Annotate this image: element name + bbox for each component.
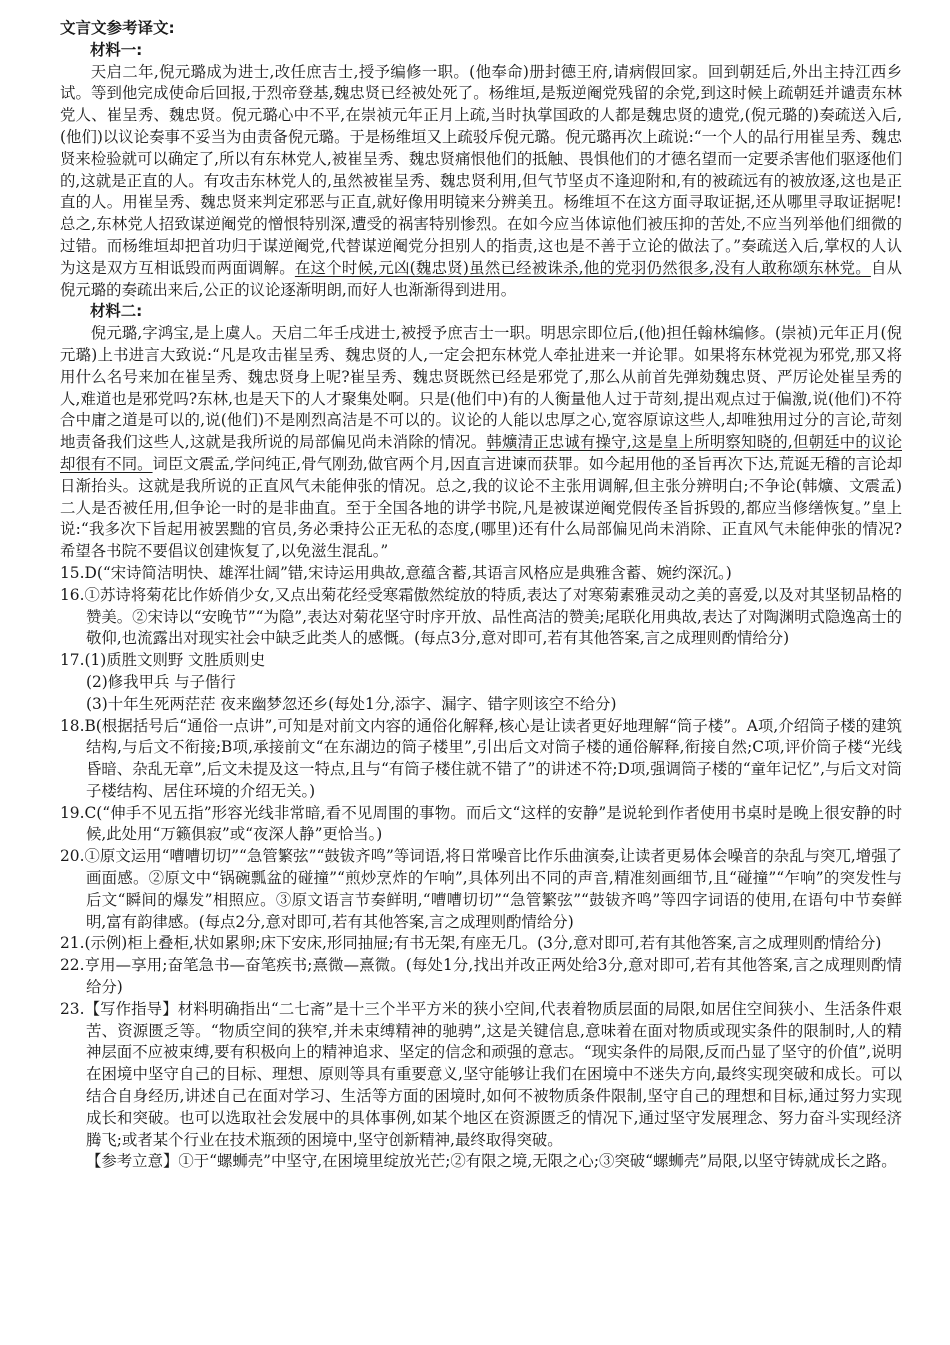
item-number: 17. <box>60 651 85 670</box>
answer-item-22 <box>60 955 902 999</box>
material-two-text-a: 倪元璐,字鸿宝,是上虞人。天启二年壬戌进士,被授予庶吉士一职。明思宗即位后,(他)担任翰林编修。(崇祯)元年正月(倪元璐)上书进言大致说:“凡是攻击崔呈秀、魏忠贤的人,一定会把东林党人牵扯进来一并论罪。如果将东林党视为邪党,那又将用什么名号来加在崔呈秀、魏忠贤身上呢?崔呈秀、魏忠贤既然已经是邪党了,那么从前首先弹劾魏忠贤、严厉论处崔呈秀的人,难道也是邪党吗?东林,也是天下的人才聚集处啊。只是(他们中)有的人衡量他人过于苛刻,提出观点过于偏激,说(他们)不符合中庸之道是可以的,说(他们)不是刚烈高洁是不可以的。议论的人能以忠厚之心,宽容原谅这些人,却唯独用过分的言论,苛刻地责备我们这些人,这就是我所说的局部偏见尚未消除的情况。 <box>60 324 902 452</box>
material-one-text-a: 天启二年,倪元璐成为进士,改任庶吉士,授予编修一职。(他奉命)册封德王府,请病假回家。回到朝廷后,外出主持江西乡试。等到他完成使命后回报,于烈帝登基,魏忠贤已经被处死了。杨维垣,是叛逆阉党残留的余党,到这时候上疏朝廷并谴责东林党人、崔呈秀、魏忠贤。倪元璐心中不平,在崇祯元年正月上疏,当时执掌国政的人都是魏忠贤的遗党,(倪元璐的)奏疏送入后,(他们)以议论奏事不妥当为由责备倪元璐。于是杨维垣又上疏驳斥倪元璐。倪元璐再次上疏说:“一个人的品行用崔呈秀、魏忠贤来检验就可以确定了,所以有东林党人,被崔呈秀、魏忠贤痛恨他们的抵触、畏惧他们的才德名望而一定要杀害他们驱逐他们的,这就是正直的人。有攻击东林党人的,虽然被崔呈秀、魏忠贤利用,但气节坚贞不逢迎附和,有的被疏远有的被放逐,这也是正直的人。用崔呈秀、魏忠贤来判定邪恶与正直,就好像用明镜来分辨美丑。杨维垣不在这方面寻取证据,还从哪里寻取证据呢!总之,东林党人招致谋逆阉党的憎恨特别深,遭受的祸害特别惨烈。在如今应当体谅他们被压抑的苦处,不应当列举他们细微的过错。而杨维垣却把首功归于谋逆阉党,代替谋逆阉党分担别人的指责,这也是不善于立论的做法了。”奏疏送入后,掌权的人认为这是双方互相诋毁而两面调解。 <box>60 62 902 277</box>
material-one-text-b: 自从倪元璐的奏疏出来后,公正的议论逐渐明朗,而好人也渐渐得到进用。 <box>60 258 902 299</box>
item-number: 16. <box>60 585 85 604</box>
answer-item-23 <box>60 999 902 1152</box>
item-text: ①苏诗将菊花比作娇俏少女,又点出菊花经受寒霜傲然绽放的特质,表达了对寒菊素雅灵动之美的喜爱,以及对其坚韧品格的赞美。②宋诗以“安晚节”“为隐”,表达对菊花坚守时序开放、品性高洁的赞美;尾联化用典故,表达了对陶渊明式隐逸高士的敬仰,也流露出对现实社会中缺乏此类人的感慨。(每点3分,意对即可,若有其他答案,言之成理则酌情给分) <box>84 585 902 648</box>
item-line-1: (1)质胜文则野 文胜质则史 <box>84 651 266 670</box>
item-text: ①原文运用“嘈嘈切切”“急管繁弦”“鼓钹齐鸣”等词语,将日常噪音比作乐曲演奏,让读者更易体会噪音的杂乱与突兀,增强了画面感。②原文中“锅碗瓢盆的碰撞”“煎炒烹炸的乍响”,具体列出不同的声音,精准刻画细节,且“碰撞”“乍响”的突发性与后文“瞬间的爆发”相照应。③原文语言节奏鲜明,“嘈嘈切切”“急管繁弦”“鼓钹齐鸣”等四字词语的使用,在语句中节奏鲜明,富有韵律感。(每点2分,意对即可,若有其他答案,言之成理则酌情给分) <box>84 847 902 931</box>
material-one-title: 材料一: <box>90 40 143 59</box>
material-two-title: 材料二: <box>90 302 143 321</box>
item-number: 18. <box>60 716 85 735</box>
material-two-underlined: 韩爌清正忠诚有操守,这是皇上所明察知晓的,但朝廷中的议论却很有不同。 <box>60 433 902 473</box>
item-number: 20. <box>60 847 85 866</box>
answer-item-17-line-3: (3)十年生死两茫茫 夜来幽梦忽还乡(每处1分,添字、漏字、错字则该空不给分) <box>86 694 617 713</box>
item-text: 亨用—享用;奋笔急书—奋笔疾书;熹微—熹微。(每处1分,找出并改正两处给3分,意对即可,若有其他答案,言之成理则酌情给分) <box>84 956 902 997</box>
item-text: B(根据括号后“通俗一点讲”,可知是对前文内容的通俗化解释,核心是让读者更好地理解“筒子楼”。A项,介绍筒子楼的建筑结构,与后文不衔接;B项,承接前文“在东湖边的筒子楼里”,引出后文对筒子楼的通俗解释,衔接自然;C项,评价筒子楼“光线昏暗、杂乱无章”,后文未提及这一特点,且与“有筒子楼住就不错了”的讲述不符;D项,强调筒子楼的“童年记忆”,与后文对筒子楼结构、居住环境的介绍无关。) <box>84 716 902 800</box>
answer-item-17 <box>60 650 902 672</box>
answer-item-15 <box>60 563 902 585</box>
item-text: (示例)柜上叠柜,状如累卵;床下安床,形同抽屉;有书无架,有座无几。(3分,意对即可,若有其他答案,言之成理则酌情给分) <box>84 934 882 953</box>
material-two-text-b: 词臣文震孟,学问纯正,骨气刚劲,做官两个月,因直言进谏而获罪。如今起用他的圣旨再次下达,荒诞无稽的言论却日渐抬头。这就是我所说的正直风气未能伸张的情况。总之,我的议论不主张用调解,但主张分辨明白;不争论(韩爌、文震孟)二人是否被任用,但争论一时的是非曲直。至于全国各地的讲学书院,凡是被谋逆阉党假传圣旨拆毁的,都应当修缮恢复。”皇上说:“我多次下旨起用被罢黜的官员,务必秉持公正无私的态度,(哪里)还有什么局部偏见尚未消除、正直风气未能伸张的情况?希望各书院不要倡议创建恢复了,以免滋生混乱。” <box>60 454 902 561</box>
item-number: 15. <box>60 563 85 582</box>
answer-item-17-line-2: (2)修我甲兵 与子偕行 <box>86 672 236 691</box>
material-one-paragraph <box>60 62 902 302</box>
item-number: 19. <box>60 803 85 822</box>
item-text: D(“宋诗简洁明快、雄浑壮阔”错,宋诗运用典故,意蕴含蓄,其语言风格应是典雅含蓄、婉约深沉。) <box>84 563 732 582</box>
material-one-underlined: 在这个时候,元凶(魏忠贤)虽然已经被诛杀,他的党羽仍然很多,没有人敢称颂东林党。 <box>294 258 871 277</box>
item-number: 21. <box>60 934 85 953</box>
answer-item-19 <box>60 803 902 847</box>
material-two-paragraph <box>60 323 902 563</box>
page-heading: 文言文参考译文: <box>60 19 175 37</box>
item-text: C(“伸手不见五指”形容光线非常暗,看不见周围的事物。而后文“这样的安静”是说轮到作者使用书桌时是晚上很安静的时候,此处用“万籁俱寂”或“夜深人静”更恰当。) <box>84 803 902 844</box>
answer-item-18 <box>60 716 902 803</box>
answer-item-16 <box>60 585 902 650</box>
answer-item-20 <box>60 846 902 933</box>
item-number: 23. <box>60 999 85 1018</box>
answer-item-21 <box>60 933 902 955</box>
item-number: 22. <box>60 956 85 975</box>
reference-theme: 【参考立意】①于“螺蛳壳”中坚守,在困境里绽放光芒;②有限之境,无限之心;③突破“螺蛳壳”局限,以坚守铸就成长之路。 <box>86 1152 897 1171</box>
item-text: 【写作指导】材料明确指出“二七斋”是十三个半平方米的狭小空间,代表着物质层面的局限,如居住空间狭小、生活条件艰苦、资源匮乏等。“物质空间的狭窄,并未束缚精神的驰骋”,这是关键信息,意味着在面对物质或现实条件的限制时,人的精神层面不应被束缚,要有积极向上的精神追求、坚定的信念和顽强的意志。“现实条件的局限,反而凸显了坚守的价值”,说明在困境中坚守自己的目标、理想、原则等具有重要意义,坚守能够让我们在困境中不迷失方向,最终实现突破和成长。可以结合自身经历,讲述自己在面对学习、生活等方面的困境时,如何不被物质条件限制,坚守自己的理想和目标,通过努力实现成长和突破。也可以选取社会发展中的具体事例,如某个地区在资源匮乏的情况下,通过坚守发展理念、努力奋斗实现经济腾飞;或者某个行业在技术瓶颈的困境中,坚守创新精神,最终取得突破。 <box>84 999 902 1149</box>
